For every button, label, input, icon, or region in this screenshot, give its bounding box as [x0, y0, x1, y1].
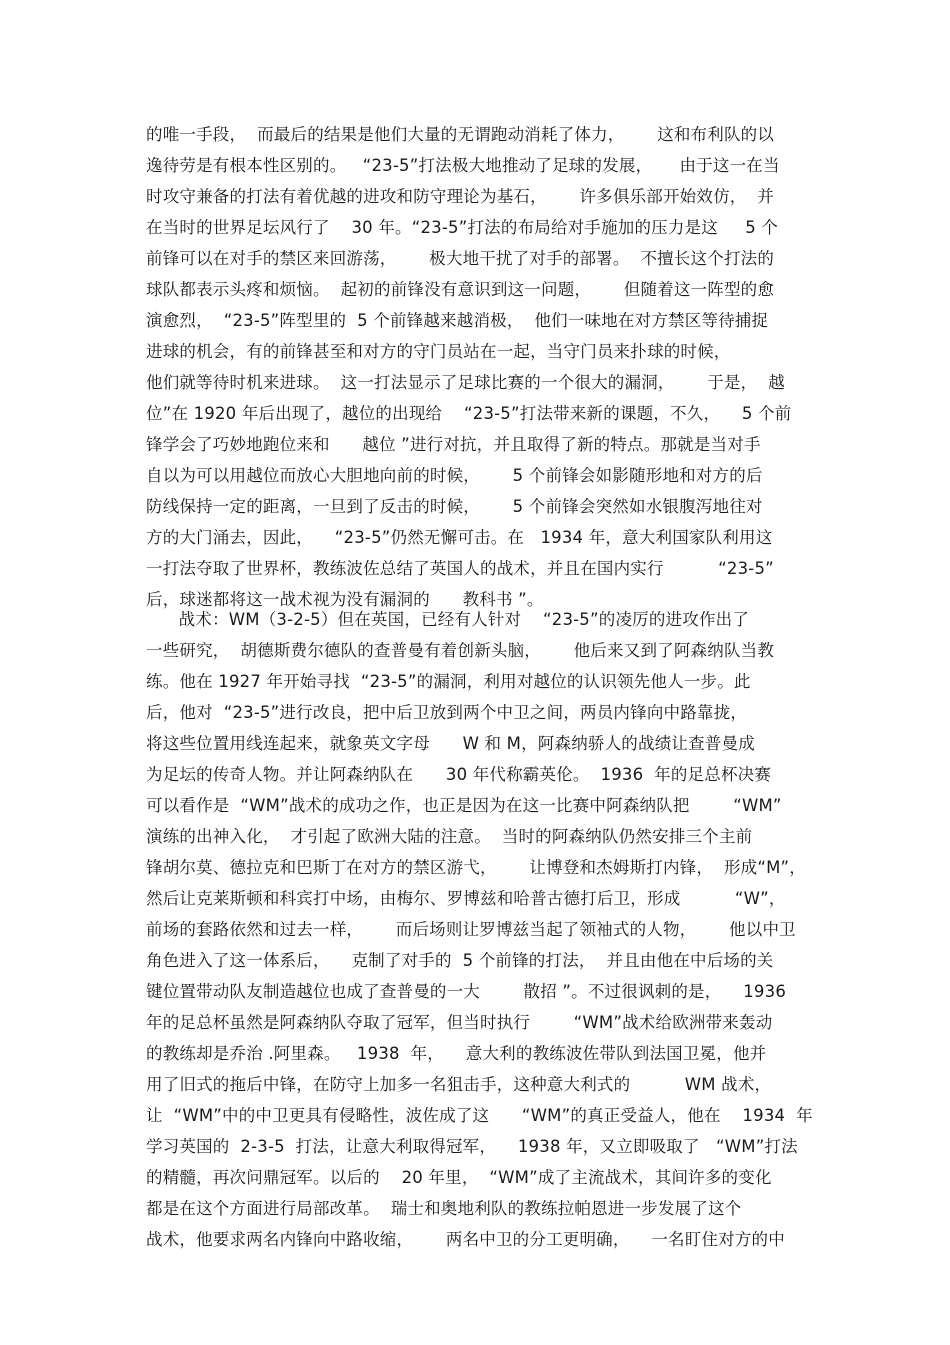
text-line: 位”在 1920 年后出现了，越位的出现给 “23-5”打法带来新的课题，不久， 5 个前 — [146, 404, 792, 423]
text-line: 一打法夺取了世界杯，教练波佐总结了英国人的战术，并且在国内实行 “23-5” — [146, 559, 774, 578]
text-line: 用了旧式的拖后中锋，在防守上加多一名狙击手，这种意大利式的 WM 战术， — [146, 1075, 772, 1094]
paragraph-1 — [146, 119, 826, 615]
text-line: 战术，他要求两名内锋向中路收缩， 两名中卫的分工更明确， 一名盯住对方的中 — [146, 1230, 785, 1249]
text-line: 在当时的世界足坛风行了 30 年。“23-5”打法的布局给对手施加的压力是这 5 个 — [146, 218, 779, 237]
text-line: 的教练却是乔治 .阿里森。 1938 年， 意大利的教练波佐带队到法国卫冕，他并 — [146, 1044, 767, 1063]
text-line: 锋学会了巧妙地跑位来和 越位 ”进行对抗，并且取得了新的特点。那就是当对手 — [146, 435, 761, 454]
text-line: 演愈烈， “23-5”阵型里的 5 个前锋越来越消极， 他们一味地在对方禁区等待捕捉 — [146, 311, 769, 330]
text-line: 年的足总杯虽然是阿森纳队夺取了冠军，但当时执行 “WM”战术给欧洲带来轰动 — [146, 1013, 773, 1032]
text-line: 前锋可以在对手的禁区来回游荡， 极大地干扰了对手的部署。 不擅长这个打法的 — [146, 249, 775, 268]
text-line: 都是在这个方面进行局部改革。 瑞士和奥地利队的教练拉帕恩进一步发展了这个 — [146, 1199, 742, 1218]
text-line: 防线保持一定的距离，一旦到了反击的时候， 5 个前锋会突然如水银腹泻地往对 — [146, 497, 763, 516]
paragraph-2 — [146, 604, 826, 1255]
text-line: 的精髓，再次问鼎冠军。以后的 20 年里， “WM”成了主流战术，其间许多的变化 — [146, 1168, 772, 1187]
text-line: 演练的出神入化， 才引起了欧洲大陆的注意。 当时的阿森纳队仍然安排三个主前 — [146, 827, 753, 846]
text-line: 后，他对 “23-5”进行改良，把中后卫放到两个中卫之间，两员内锋向中路靠拢， — [146, 703, 748, 722]
text-line: 自以为可以用越位而放心大胆地向前的时候， 5 个前锋会如影随形地和对方的后 — [146, 466, 763, 485]
text-line: 学习英国的 2-3-5 打法，让意大利取得冠军， 1938 年，又立即吸取了 “WM”打法 — [146, 1137, 798, 1156]
text-line: 球队都表示头疼和烦恼。 起初的前锋没有意识到这一问题， 但随着这一阵型的愈 — [146, 280, 775, 299]
text-line: 角色进入了这一体系后， 克制了对手的 5 个前锋的打法， 并且由他在中后场的关 — [146, 951, 774, 970]
text-line: 让 “WM”中的中卫更具有侵略性，波佐成了这 “WM”的真正受益人，他在 1934 年 — [146, 1106, 813, 1125]
text-line: 时攻守兼备的打法有着优越的进攻和防守理论为基石， 许多俱乐部开始效仿， 并 — [146, 187, 775, 206]
text-line: 一些研究， 胡德斯费尔德队的查普曼有着创新头脑， 他后来又到了阿森纳队当教 — [146, 641, 775, 660]
text-line: 练。他在 1927 年开始寻找 “23-5”的漏洞，利用对越位的认识领先他人一步。此 — [146, 672, 751, 691]
text-line: 方的大门涌去，因此， “23-5”仍然无懈可击。在 1934 年，意大利国家队利用这 — [146, 528, 773, 547]
text-line: 进球的机会，有的前锋甚至和对方的守门员站在一起，当守门员来扑球的时候， — [146, 342, 731, 361]
text-line: 前场的套路依然和过去一样， 而后场则让罗博兹当起了领袖式的人物， 他以中卫 — [146, 920, 796, 939]
text-line: 他们就等待时机来进球。 这一打法显示了足球比赛的一个很大的漏洞， 于是， 越 — [146, 373, 785, 392]
text-line: 后，球迷都将这一战术视为没有漏洞的 教科书 ”。 — [146, 590, 544, 609]
text-line: 键位置带动队友制造越位也成了查普曼的一大 散招 ”。不过很讽刺的是， 1936 — [146, 982, 787, 1001]
text-line: 战术：WM（3-2-5）但在英国，已经有人针对 “23-5”的凌厉的进攻作出了 — [146, 610, 750, 629]
text-line: 然后让克莱斯顿和科宾打中场，由梅尔、罗博兹和哈普古德打后卫，形成 “W”， — [146, 889, 786, 908]
text-line: 为足坛的传奇人物。并让阿森纳队在 30 年代称霸英伦。 1936 年的足总杯决赛 — [146, 765, 772, 784]
text-line: 将这些位置用线连起来，就象英文字母 W 和 M，阿森纳骄人的战绩让查普曼成 — [146, 734, 755, 753]
text-line: 逸待劳是有根本性区别的。 “23-5”打法极大地推动了足球的发展， 由于这一在当 — [146, 156, 780, 175]
text-line: 锋胡尔莫、德拉克和巴斯丁在对方的禁区游弋， 让博登和杰姆斯打内锋， 形成“M”， — [146, 858, 806, 877]
text-line: 可以看作是 “WM”战术的成功之作，也正是因为在这一比赛中阿森纳队把 “WM” — [146, 796, 782, 815]
text-line: 的唯一手段， 而最后的结果是他们大量的无谓跑动消耗了体力， 这和布利队的以 — [146, 125, 775, 144]
